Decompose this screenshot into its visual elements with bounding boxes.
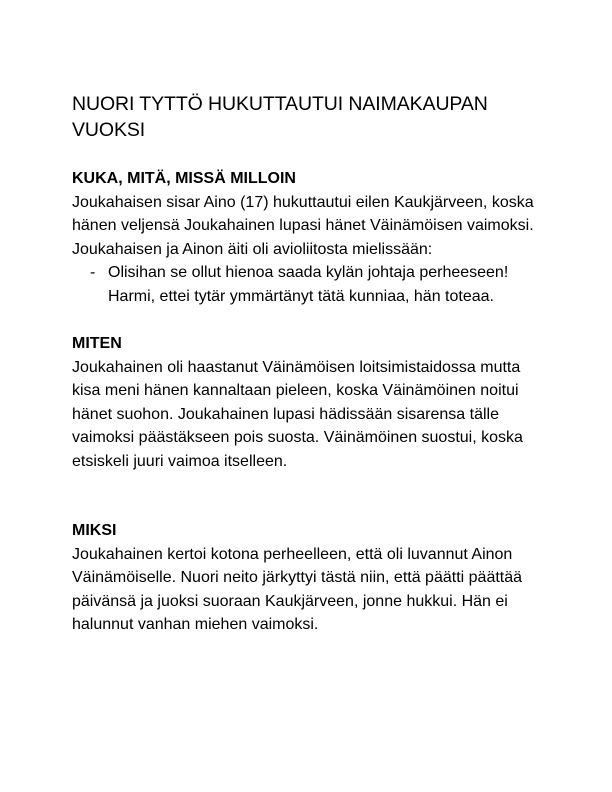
section-how bbox=[72, 332, 542, 473]
spacer bbox=[72, 473, 542, 519]
list-item-text: Olisihan se ollut hienoa saada kylän johtaja perheeseen! Harmi, ettei tytär ymmärtänyt tätä kunniaa, hän toteaa. bbox=[108, 264, 509, 305]
quote-list bbox=[72, 261, 542, 308]
section-why bbox=[72, 519, 542, 637]
section-heading: MITEN bbox=[72, 335, 122, 352]
section-heading: MIKSI bbox=[72, 522, 117, 539]
paragraph: Joukahainen oli haastanut Väinämöisen loitsimistaidossa mutta kisa meni hänen kannaltaan pieleen, koska Väinämöinen noitui hänet suohon. Joukahainen lupasi hädissään sisarensa tälle vaimoksi päästäkseen pois suosta. Väinämöinen suostui, koska etsiskeli juuri vaimoa itselleen. bbox=[72, 358, 523, 470]
spacer bbox=[72, 143, 542, 167]
section-heading: KUKA, MITÄ, MISSÄ MILLOIN bbox=[72, 170, 296, 187]
paragraph: Joukahainen kertoi kotona perheelleen, että oli luvannut Ainon Väinämöiselle. Nuori neito järkyttyi tästä niin, että päätti päättää päivänsä ja juoksi suoraan Kaukjärveen, jonne hukkui. Hän ei halunnut vanhan miehen vaimoksi. bbox=[72, 545, 523, 633]
list-item bbox=[72, 261, 542, 308]
spacer bbox=[72, 308, 542, 332]
dash-bullet-marker: - bbox=[90, 264, 96, 281]
document-content bbox=[72, 92, 542, 637]
article-title: NUORI TYTTÖ HUKUTTAUTUI NAIMAKAUPAN VUOKSI bbox=[72, 93, 488, 141]
paragraph: Joukahaisen ja Ainon äiti oli avioliitosta mielissään: bbox=[72, 240, 433, 258]
paragraph: Joukahaisen sisar Aino (17) hukuttautui eilen Kaukjärveen, koska hänen veljensä Joukahainen lupasi hänet Väinämöisen vaimoksi. bbox=[72, 193, 534, 234]
section-who-what-where-when bbox=[72, 167, 542, 308]
